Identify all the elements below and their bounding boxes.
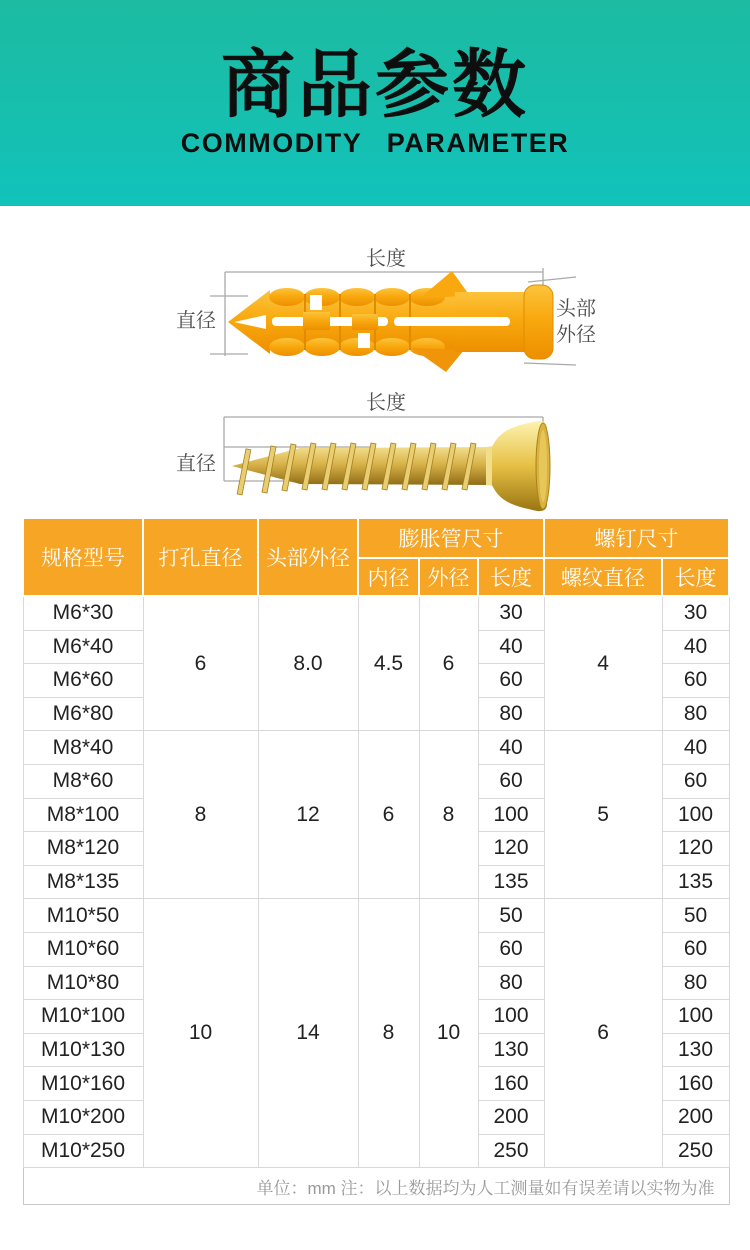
cell-model: M10*60 <box>23 932 143 966</box>
col-group-tube-size: 膨胀管尺寸 <box>358 518 544 558</box>
cell-model: M8*40 <box>23 731 143 765</box>
cell-model: M10*250 <box>23 1134 143 1168</box>
cell-tube-length: 250 <box>478 1134 544 1168</box>
cell-tube-length: 200 <box>478 1100 544 1134</box>
cell-outer-diameter: 8 <box>419 731 478 899</box>
cell-inner-diameter: 8 <box>358 899 419 1168</box>
page-subtitle: COMMODITY PARAMETER <box>180 127 570 158</box>
cell-drill-diameter: 6 <box>143 596 258 731</box>
cell-screw-length: 130 <box>662 1033 729 1067</box>
col-header-head-diameter: 头部外径 <box>258 518 358 596</box>
cell-thread-diameter: 5 <box>544 731 662 899</box>
screw-length-label: 长度 <box>366 392 406 414</box>
cell-model: M8*60 <box>23 764 143 798</box>
cell-screw-length: 100 <box>662 1000 729 1034</box>
cell-inner-diameter: 6 <box>358 731 419 899</box>
col-header-tube-length: 长度 <box>478 558 544 596</box>
col-header-model: 规格型号 <box>23 518 143 596</box>
anchor-diagram <box>0 240 750 385</box>
cell-screw-length: 250 <box>662 1134 729 1168</box>
cell-tube-length: 100 <box>478 1000 544 1034</box>
cell-model: M6*40 <box>23 630 143 664</box>
cell-tube-length: 60 <box>478 764 544 798</box>
banner <box>0 0 750 206</box>
cell-model: M10*160 <box>23 1067 143 1101</box>
cell-tube-length: 40 <box>478 630 544 664</box>
cell-model: M6*80 <box>23 697 143 731</box>
table-row <box>23 899 729 933</box>
cell-model: M10*200 <box>23 1100 143 1134</box>
cell-tube-length: 130 <box>478 1033 544 1067</box>
cell-model: M10*130 <box>23 1033 143 1067</box>
col-group-screw-size: 螺钉尺寸 <box>544 518 729 558</box>
cell-tube-length: 30 <box>478 596 544 630</box>
table-footer-row <box>23 1168 729 1205</box>
cell-drill-diameter: 10 <box>143 899 258 1168</box>
anchor-head-label-1: 头部 <box>556 298 596 320</box>
col-header-outer-diameter: 外径 <box>419 558 478 596</box>
table-row <box>23 731 729 765</box>
cell-model: M6*60 <box>23 664 143 698</box>
cell-outer-diameter: 6 <box>419 596 478 731</box>
screw-diagram <box>0 390 750 517</box>
col-header-inner-diameter: 内径 <box>358 558 419 596</box>
cell-drill-diameter: 8 <box>143 731 258 899</box>
cell-tube-length: 80 <box>478 697 544 731</box>
cell-tube-length: 40 <box>478 731 544 765</box>
cell-tube-length: 160 <box>478 1067 544 1101</box>
cell-screw-length: 120 <box>662 832 729 866</box>
cell-screw-length: 40 <box>662 630 729 664</box>
spec-table <box>22 517 730 1205</box>
cell-inner-diameter: 4.5 <box>358 596 419 731</box>
cell-model: M10*100 <box>23 1000 143 1034</box>
cell-model: M8*135 <box>23 865 143 899</box>
cell-screw-length: 30 <box>662 596 729 630</box>
table-body <box>23 596 729 1168</box>
table-row <box>23 596 729 630</box>
table-footnote: 单位：mm 注：以上数据均为人工测量如有误差请以实物为准 <box>23 1168 729 1205</box>
cell-thread-diameter: 6 <box>544 899 662 1168</box>
cell-screw-length: 135 <box>662 865 729 899</box>
cell-head-diameter: 14 <box>258 899 358 1168</box>
cell-screw-length: 160 <box>662 1067 729 1101</box>
anchor-diameter-label: 直径 <box>176 310 216 332</box>
cell-screw-length: 60 <box>662 664 729 698</box>
cell-thread-diameter: 4 <box>544 596 662 731</box>
cell-model: M8*100 <box>23 798 143 832</box>
cell-outer-diameter: 10 <box>419 899 478 1168</box>
cell-screw-length: 80 <box>662 697 729 731</box>
cell-tube-length: 50 <box>478 899 544 933</box>
cell-screw-length: 60 <box>662 764 729 798</box>
cell-screw-length: 60 <box>662 932 729 966</box>
cell-screw-length: 40 <box>662 731 729 765</box>
cell-screw-length: 50 <box>662 899 729 933</box>
table-header <box>23 518 729 596</box>
plug-body <box>228 271 553 372</box>
cell-tube-length: 80 <box>478 966 544 1000</box>
cell-head-diameter: 8.0 <box>258 596 358 731</box>
cell-model: M10*50 <box>23 899 143 933</box>
screw-body <box>232 421 550 511</box>
anchor-head-label-2: 外径 <box>556 324 596 346</box>
cell-tube-length: 60 <box>478 664 544 698</box>
cell-screw-length: 200 <box>662 1100 729 1134</box>
col-header-drill-diameter: 打孔直径 <box>143 518 258 596</box>
cell-head-diameter: 12 <box>258 731 358 899</box>
screw-diameter-label: 直径 <box>176 453 216 475</box>
cell-screw-length: 80 <box>662 966 729 1000</box>
col-header-screw-length: 长度 <box>662 558 729 596</box>
cell-tube-length: 135 <box>478 865 544 899</box>
cell-tube-length: 100 <box>478 798 544 832</box>
cell-model: M8*120 <box>23 832 143 866</box>
cell-tube-length: 60 <box>478 932 544 966</box>
cell-model: M6*30 <box>23 596 143 630</box>
cell-tube-length: 120 <box>478 832 544 866</box>
col-header-thread-diameter: 螺纹直径 <box>544 558 662 596</box>
cell-screw-length: 100 <box>662 798 729 832</box>
cell-model: M10*80 <box>23 966 143 1000</box>
page-title: 商品参数 <box>221 43 529 126</box>
anchor-length-label: 长度 <box>366 248 406 270</box>
